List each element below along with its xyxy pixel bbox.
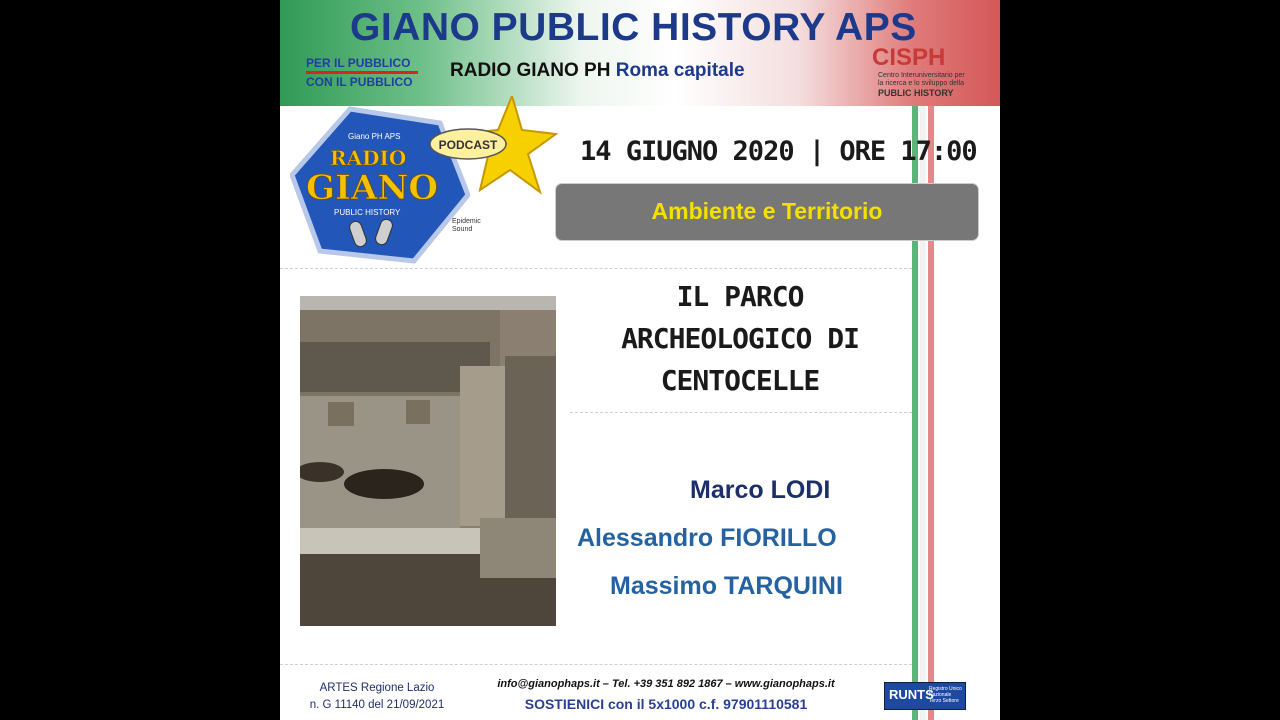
divider xyxy=(570,412,912,413)
artes-line-1: ARTES Regione Lazio xyxy=(319,682,435,694)
runts-sub-2: Nazionale xyxy=(929,692,952,698)
divider xyxy=(280,268,912,269)
podcast-star-icon xyxy=(418,96,558,206)
organization-title: GIANO PUBLIC HISTORY APS xyxy=(350,6,917,49)
logo-ph-text: PUBLIC HISTORY xyxy=(334,208,401,217)
motto-line-2: CON IL PUBBLICO xyxy=(306,75,413,89)
cisph-line-1: Centro Interuniversitario per xyxy=(878,72,965,79)
cisph-line-2: la ricerca e lo sviluppo della xyxy=(878,80,964,87)
topic-line-1: IL PARCO xyxy=(676,280,804,313)
topic-line-3: CENTOCELLE xyxy=(660,364,820,397)
runts-label: RUNTS xyxy=(889,687,934,702)
topic-line-2: ARCHEOLOGICO DI xyxy=(621,322,859,355)
event-date: 14 GIUGNO 2020 | ORE 17:00 xyxy=(580,136,977,167)
epidemic-sound-logo xyxy=(452,218,481,234)
contact-info: info@gianophaps.it – Tel. +39 351 892 1867 – www.gianophaps.it xyxy=(497,678,835,690)
motto xyxy=(306,56,418,89)
speaker-name: Marco LODI xyxy=(690,476,831,504)
cisph-description xyxy=(878,72,988,97)
logo-giano-text: GIANO xyxy=(306,168,439,208)
logo-small-text: Giano PH APS xyxy=(348,132,401,141)
radio-location: Roma capitale xyxy=(615,60,745,81)
divider xyxy=(280,664,912,665)
radio-name: RADIO GIANO PH xyxy=(450,60,611,81)
podcast-poster xyxy=(280,0,1000,720)
runts-logo xyxy=(884,682,966,710)
logo-radio-text: RADIO xyxy=(330,146,407,170)
cisph-logo: CISPH xyxy=(872,44,946,71)
radio-subtitle xyxy=(450,60,745,82)
speaker-name: Alessandro FIORILLO xyxy=(577,524,837,552)
podcast-label: PODCAST xyxy=(438,138,498,152)
artes-line-2: n. G 11140 del 21/09/2021 xyxy=(309,699,445,711)
category-label: Ambiente e Territorio xyxy=(651,198,883,224)
artes-registration xyxy=(302,680,452,714)
support-5x1000: SOSTIENICI con il 5x1000 c.f. 97901110581 xyxy=(524,696,808,712)
category-banner xyxy=(556,184,978,240)
epidemic-line-2: Sound xyxy=(452,226,473,233)
speaker-name: Massimo TARQUINI xyxy=(610,572,843,600)
episode-topic xyxy=(570,276,910,402)
epidemic-line-1: Epidemic xyxy=(452,218,481,225)
cisph-line-3: PUBLIC HISTORY xyxy=(878,88,954,98)
runts-sub-1: Registro Unico xyxy=(929,686,962,692)
motto-line-1: PER IL PUBBLICO xyxy=(306,56,418,74)
runts-sub-3: Terzo Settore xyxy=(929,698,959,704)
runts-sub xyxy=(929,686,962,704)
archaeological-site-photo xyxy=(300,296,556,626)
